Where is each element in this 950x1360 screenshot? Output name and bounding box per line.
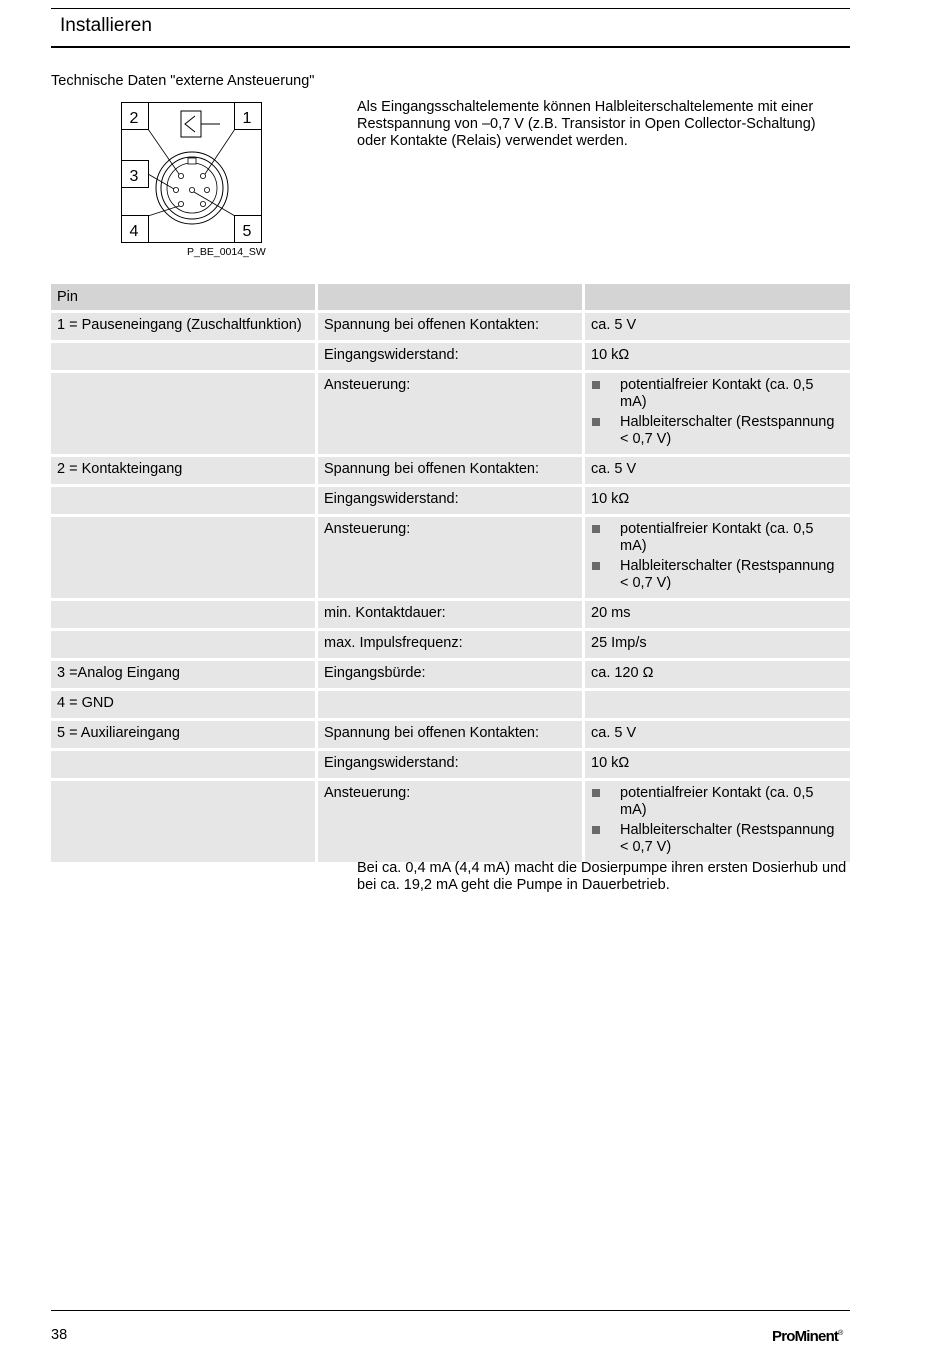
value-cell (585, 781, 850, 865)
table-row (51, 781, 850, 865)
table-row (51, 373, 850, 457)
brand-logo (772, 1328, 843, 1345)
value-cell (585, 691, 850, 721)
pin-cell (51, 517, 318, 601)
connector-pin-diagram (121, 102, 262, 243)
figure-caption: P_BE_0014_SW (187, 246, 266, 258)
header-cell-value (585, 284, 850, 313)
parameter-cell: Spannung bei offenen Kontakten: (318, 313, 585, 343)
value-cell: 20 ms (585, 601, 850, 631)
section-heading: Technische Daten "externe Ansteuerung" (51, 73, 315, 89)
bullet-item (591, 822, 844, 856)
pin-cell (51, 751, 318, 781)
pin-label-5: 5 (242, 223, 252, 240)
table-row (51, 343, 850, 373)
parameter-cell: Eingangswiderstand: (318, 343, 585, 373)
pin-label-2: 2 (129, 110, 139, 127)
pin-cell: 4 = GND (51, 691, 318, 721)
value-cell: 10 kΩ (585, 343, 850, 373)
value-cell: 10 kΩ (585, 487, 850, 517)
page-header-title: Installieren (60, 15, 152, 36)
brand-registered-mark: ® (838, 1330, 844, 1337)
bullet-item (591, 414, 844, 448)
header-cell-param (318, 284, 585, 313)
table-header-row (51, 284, 850, 313)
note-paragraph: Bei ca. 0,4 mA (4,4 mA) macht die Dosierpumpe ihren ersten Dosierhub und bei ca. 19,2 mA geht die Pumpe in Dauerbetrieb. (357, 860, 847, 893)
square-bullet-icon (592, 381, 600, 389)
parameter-cell: Ansteuerung: (318, 781, 585, 865)
pin-label-4: 4 (129, 223, 139, 240)
parameter-cell: Eingangsbürde: (318, 661, 585, 691)
square-bullet-icon (592, 562, 600, 570)
table-row (51, 487, 850, 517)
square-bullet-icon (592, 826, 600, 834)
header-bottom-rule (51, 46, 850, 48)
bullet-text: potentialfreier Kontakt (ca. 0,5 mA) (620, 785, 814, 818)
bullet-item (591, 377, 844, 411)
value-cell: ca. 5 V (585, 457, 850, 487)
value-cell: 10 kΩ (585, 751, 850, 781)
table-row (51, 457, 850, 487)
table-row (51, 631, 850, 661)
pin-cell (51, 343, 318, 373)
square-bullet-icon (592, 789, 600, 797)
bullet-item (591, 785, 844, 819)
bullet-text: potentialfreier Kontakt (ca. 0,5 mA) (620, 521, 814, 554)
value-cell: ca. 5 V (585, 313, 850, 343)
table-row (51, 691, 850, 721)
value-cell: ca. 5 V (585, 721, 850, 751)
pin-cell: 2 = Kontakteingang (51, 457, 318, 487)
page-number: 38 (51, 1327, 68, 1343)
square-bullet-icon (592, 525, 600, 533)
table-row (51, 661, 850, 691)
pin-cell (51, 601, 318, 631)
value-cell (585, 517, 850, 601)
pin-cell: 3 =Analog Eingang (51, 661, 318, 691)
value-cell: ca. 120 Ω (585, 661, 850, 691)
bullet-item (591, 558, 844, 592)
table-row (51, 517, 850, 601)
brand-name: ProMinent (772, 1328, 839, 1345)
bullet-text: Halbleiterschalter (Restspannung < 0,7 V) (620, 822, 835, 855)
pin-label-3: 3 (129, 168, 139, 185)
table-row (51, 721, 850, 751)
parameter-cell (318, 691, 585, 721)
bullet-text: potentialfreier Kontakt (ca. 0,5 mA) (620, 377, 814, 410)
value-cell: 25 Imp/s (585, 631, 850, 661)
pin-cell (51, 631, 318, 661)
pin-label-1: 1 (242, 110, 252, 127)
header-cell-pin: Pin (51, 284, 318, 313)
bullet-item (591, 521, 844, 555)
footer-rule (51, 1310, 850, 1311)
bullet-text: Halbleiterschalter (Restspannung < 0,7 V) (620, 414, 835, 447)
value-cell (585, 373, 850, 457)
pin-cell (51, 373, 318, 457)
table-row (51, 751, 850, 781)
parameter-cell: Spannung bei offenen Kontakten: (318, 721, 585, 751)
pin-cell: 5 = Auxiliareingang (51, 721, 318, 751)
intro-paragraph: Als Eingangsschaltelemente können Halbleiterschaltelemente mit einer Restspannung von –0,7 V (z.B. Transistor in Open Collector-Schaltung) oder Kontakte (Relais) verwendet werden. (357, 99, 816, 149)
parameter-cell: Spannung bei offenen Kontakten: (318, 457, 585, 487)
header-top-rule (51, 8, 850, 9)
pin-cell: 1 = Pauseneingang (Zuschaltfunktion) (51, 313, 318, 343)
parameter-cell: Eingangswiderstand: (318, 751, 585, 781)
table-row (51, 313, 850, 343)
table-body (51, 313, 850, 865)
table-row (51, 601, 850, 631)
parameter-cell: min. Kontaktdauer: (318, 601, 585, 631)
square-bullet-icon (592, 418, 600, 426)
pin-cell (51, 781, 318, 865)
pin-cell (51, 487, 318, 517)
parameter-cell: max. Impulsfrequenz: (318, 631, 585, 661)
bullet-text: Halbleiterschalter (Restspannung < 0,7 V) (620, 558, 835, 591)
parameter-cell: Ansteuerung: (318, 517, 585, 601)
spec-table (51, 284, 850, 865)
parameter-cell: Eingangswiderstand: (318, 487, 585, 517)
parameter-cell: Ansteuerung: (318, 373, 585, 457)
